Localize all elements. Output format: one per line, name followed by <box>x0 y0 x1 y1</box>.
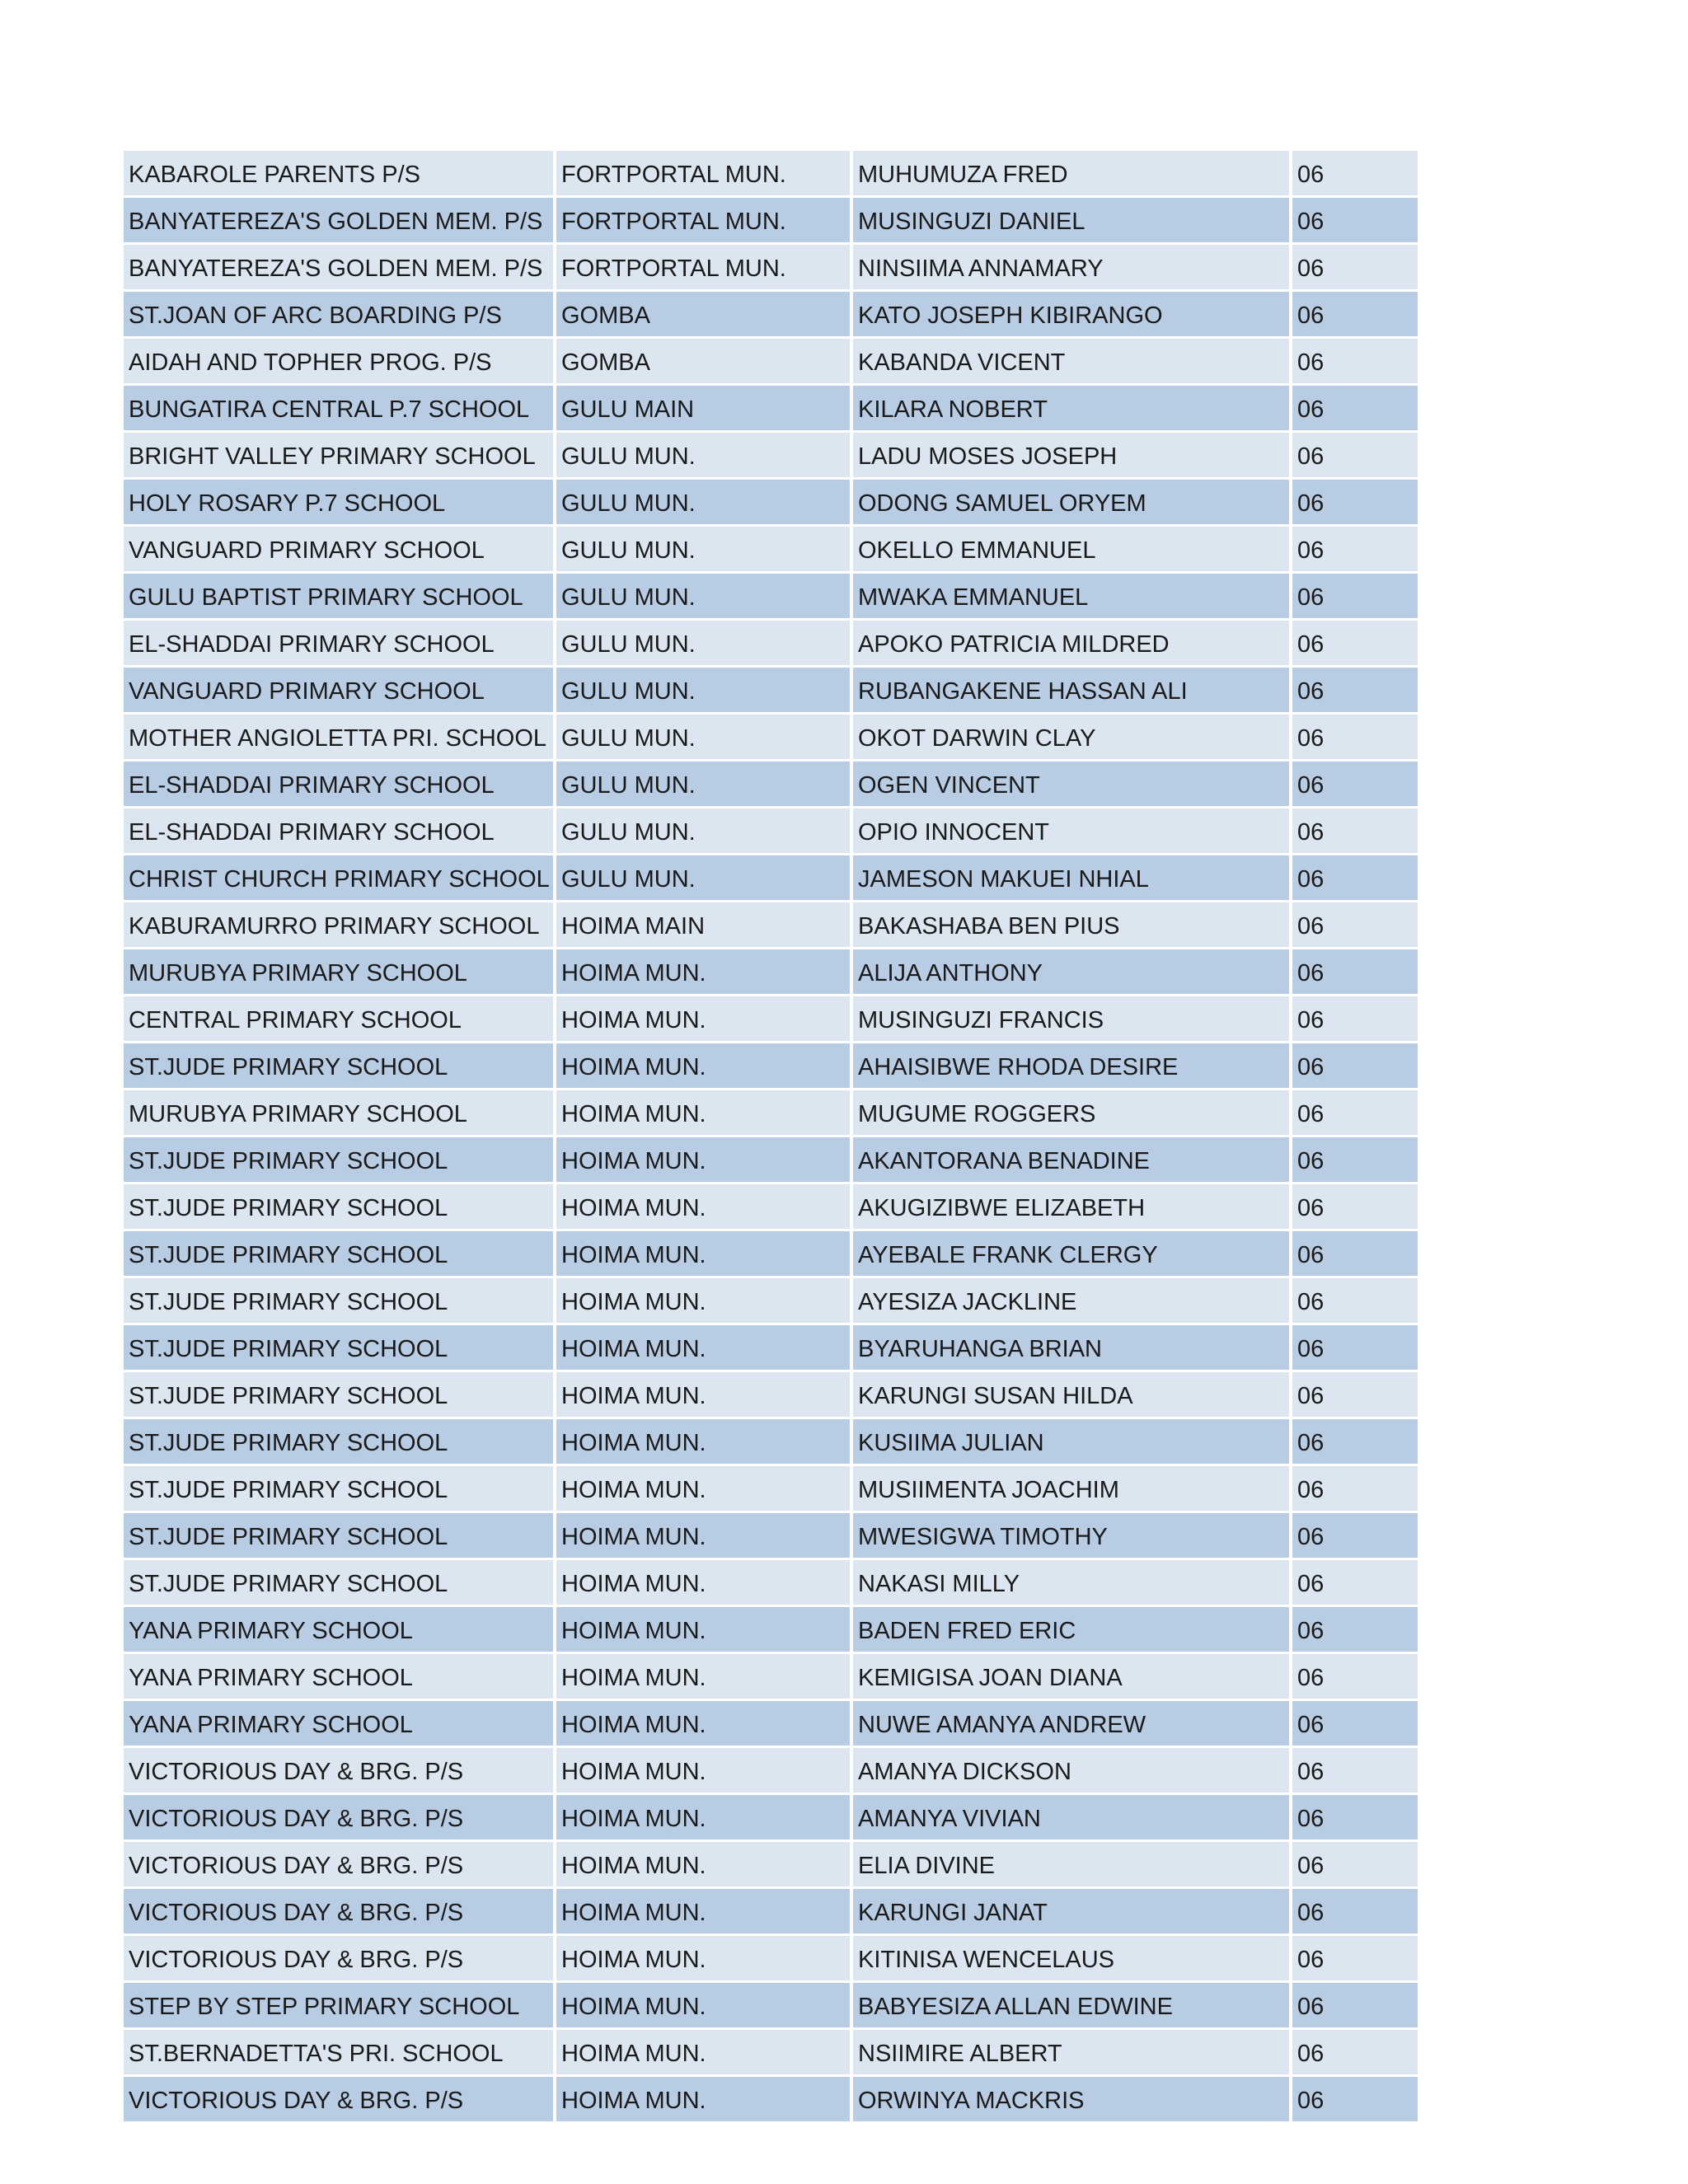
code-cell: 06 <box>1292 1842 1418 1889</box>
code-cell: 06 <box>1292 1748 1418 1795</box>
table-body <box>124 151 1418 2124</box>
code-cell: 06 <box>1292 621 1418 668</box>
table-row <box>124 1654 1418 1701</box>
district-cell: HOIMA MUN. <box>556 1748 853 1795</box>
district-cell: HOIMA MUN. <box>556 1372 853 1419</box>
candidate-name-cell: AMANYA VIVIAN <box>853 1795 1292 1842</box>
school-cell: VICTORIOUS DAY & BRG. P/S <box>124 1795 556 1842</box>
candidate-name-cell: NINSIIMA ANNAMARY <box>853 245 1292 292</box>
candidate-name-cell: BABYESIZA ALLAN EDWINE <box>853 1983 1292 2030</box>
school-cell: ST.BERNADETTA'S PRI. SCHOOL <box>124 2030 556 2077</box>
code-cell: 06 <box>1292 1090 1418 1137</box>
code-cell: 06 <box>1292 1372 1418 1419</box>
code-cell: 06 <box>1292 1936 1418 1983</box>
school-cell: YANA PRIMARY SCHOOL <box>124 1654 556 1701</box>
code-cell: 06 <box>1292 1513 1418 1560</box>
table-row <box>124 949 1418 996</box>
candidate-name-cell: ORWINYA MACKRIS <box>853 2077 1292 2124</box>
code-cell: 06 <box>1292 339 1418 386</box>
table-row <box>124 1701 1418 1748</box>
district-cell: GULU MUN. <box>556 574 853 621</box>
school-cell: BANYATEREZA'S GOLDEN MEM. P/S <box>124 198 556 245</box>
code-cell: 06 <box>1292 245 1418 292</box>
code-cell: 06 <box>1292 996 1418 1043</box>
code-cell: 06 <box>1292 2030 1418 2077</box>
code-cell: 06 <box>1292 808 1418 855</box>
school-cell: ST.JUDE PRIMARY SCHOOL <box>124 1325 556 1372</box>
school-cell: MURUBYA PRIMARY SCHOOL <box>124 1090 556 1137</box>
table-row <box>124 1560 1418 1607</box>
table-row <box>124 1795 1418 1842</box>
table-row <box>124 621 1418 668</box>
district-cell: GULU MUN. <box>556 668 853 715</box>
table-row <box>124 855 1418 902</box>
candidate-name-cell: NSIIMIRE ALBERT <box>853 2030 1292 2077</box>
candidate-name-cell: APOKO PATRICIA MILDRED <box>853 621 1292 668</box>
code-cell: 06 <box>1292 1795 1418 1842</box>
table-row <box>124 339 1418 386</box>
district-cell: GULU MUN. <box>556 433 853 480</box>
district-cell: HOIMA MUN. <box>556 1983 853 2030</box>
table-row <box>124 1043 1418 1090</box>
district-cell: HOIMA MUN. <box>556 1278 853 1325</box>
candidate-name-cell: MWAKA EMMANUEL <box>853 574 1292 621</box>
school-cell: VANGUARD PRIMARY SCHOOL <box>124 668 556 715</box>
district-cell: GULU MUN. <box>556 762 853 808</box>
table-row <box>124 1278 1418 1325</box>
candidate-name-cell: MUSINGUZI FRANCIS <box>853 996 1292 1043</box>
school-cell: BRIGHT VALLEY PRIMARY SCHOOL <box>124 433 556 480</box>
candidate-name-cell: KARUNGI JANAT <box>853 1889 1292 1936</box>
school-cell: ST.JUDE PRIMARY SCHOOL <box>124 1043 556 1090</box>
code-cell: 06 <box>1292 386 1418 433</box>
district-cell: HOIMA MUN. <box>556 1325 853 1372</box>
school-cell: KABAROLE PARENTS P/S <box>124 151 556 198</box>
district-cell: HOIMA MUN. <box>556 1795 853 1842</box>
code-cell: 06 <box>1292 574 1418 621</box>
code-cell: 06 <box>1292 1607 1418 1654</box>
code-cell: 06 <box>1292 1278 1418 1325</box>
code-cell: 06 <box>1292 1137 1418 1184</box>
school-cell: EL-SHADDAI PRIMARY SCHOOL <box>124 808 556 855</box>
table-row <box>124 292 1418 339</box>
candidate-name-cell: JAMESON MAKUEI NHIAL <box>853 855 1292 902</box>
candidate-name-cell: ODONG SAMUEL ORYEM <box>853 480 1292 527</box>
candidate-name-cell: KABANDA VICENT <box>853 339 1292 386</box>
table-row <box>124 2030 1418 2077</box>
candidate-name-cell: LADU MOSES JOSEPH <box>853 433 1292 480</box>
table-row <box>124 762 1418 808</box>
candidate-name-cell: ELIA DIVINE <box>853 1842 1292 1889</box>
district-cell: GOMBA <box>556 339 853 386</box>
school-cell: ST.JUDE PRIMARY SCHOOL <box>124 1419 556 1466</box>
district-cell: HOIMA MUN. <box>556 2077 853 2124</box>
district-cell: HOIMA MUN. <box>556 1889 853 1936</box>
table-row <box>124 151 1418 198</box>
table-row <box>124 1325 1418 1372</box>
table-row <box>124 1513 1418 1560</box>
school-cell: MOTHER ANGIOLETTA PRI. SCHOOL <box>124 715 556 762</box>
district-cell: FORTPORTAL MUN. <box>556 245 853 292</box>
district-cell: GULU MUN. <box>556 715 853 762</box>
table-row <box>124 1748 1418 1795</box>
district-cell: HOIMA MUN. <box>556 1560 853 1607</box>
candidate-name-cell: KILARA NOBERT <box>853 386 1292 433</box>
school-cell: CHRIST CHURCH PRIMARY SCHOOL <box>124 855 556 902</box>
table-row <box>124 1983 1418 2030</box>
code-cell: 06 <box>1292 1325 1418 1372</box>
school-cell: ST.JOAN OF ARC BOARDING P/S <box>124 292 556 339</box>
table-row <box>124 902 1418 949</box>
district-cell: HOIMA MUN. <box>556 1466 853 1513</box>
district-cell: HOIMA MUN. <box>556 1654 853 1701</box>
school-cell: VICTORIOUS DAY & BRG. P/S <box>124 1748 556 1795</box>
school-cell: ST.JUDE PRIMARY SCHOOL <box>124 1184 556 1231</box>
candidate-name-cell: RUBANGAKENE HASSAN ALI <box>853 668 1292 715</box>
candidate-name-cell: BYARUHANGA BRIAN <box>853 1325 1292 1372</box>
table-row <box>124 1607 1418 1654</box>
district-cell: HOIMA MUN. <box>556 1184 853 1231</box>
school-cell: MURUBYA PRIMARY SCHOOL <box>124 949 556 996</box>
candidate-name-cell: OKELLO EMMANUEL <box>853 527 1292 574</box>
code-cell: 06 <box>1292 902 1418 949</box>
district-cell: HOIMA MUN. <box>556 949 853 996</box>
school-cell: VICTORIOUS DAY & BRG. P/S <box>124 1889 556 1936</box>
table-row <box>124 1184 1418 1231</box>
candidate-name-cell: BADEN FRED ERIC <box>853 1607 1292 1654</box>
candidate-name-cell: KITINISA WENCELAUS <box>853 1936 1292 1983</box>
district-cell: HOIMA MUN. <box>556 1701 853 1748</box>
school-cell: YANA PRIMARY SCHOOL <box>124 1607 556 1654</box>
school-cell: BUNGATIRA CENTRAL P.7 SCHOOL <box>124 386 556 433</box>
code-cell: 06 <box>1292 1983 1418 2030</box>
candidate-name-cell: BAKASHABA BEN PIUS <box>853 902 1292 949</box>
school-cell: ST.JUDE PRIMARY SCHOOL <box>124 1560 556 1607</box>
school-cell: YANA PRIMARY SCHOOL <box>124 1701 556 1748</box>
table-row <box>124 245 1418 292</box>
school-cell: ST.JUDE PRIMARY SCHOOL <box>124 1513 556 1560</box>
district-cell: HOIMA MUN. <box>556 1842 853 1889</box>
table-row <box>124 574 1418 621</box>
code-cell: 06 <box>1292 1560 1418 1607</box>
school-cell: VANGUARD PRIMARY SCHOOL <box>124 527 556 574</box>
code-cell: 06 <box>1292 433 1418 480</box>
candidate-name-cell: AKANTORANA BENADINE <box>853 1137 1292 1184</box>
candidate-name-cell: NUWE AMANYA ANDREW <box>853 1701 1292 1748</box>
school-cell: GULU BAPTIST PRIMARY SCHOOL <box>124 574 556 621</box>
code-cell: 06 <box>1292 715 1418 762</box>
school-cell: VICTORIOUS DAY & BRG. P/S <box>124 2077 556 2124</box>
district-cell: GULU MUN. <box>556 621 853 668</box>
school-cell: KABURAMURRO PRIMARY SCHOOL <box>124 902 556 949</box>
school-cell: EL-SHADDAI PRIMARY SCHOOL <box>124 621 556 668</box>
code-cell: 06 <box>1292 1419 1418 1466</box>
table-row <box>124 1090 1418 1137</box>
code-cell: 06 <box>1292 1231 1418 1278</box>
school-cell: ST.JUDE PRIMARY SCHOOL <box>124 1137 556 1184</box>
school-cell: ST.JUDE PRIMARY SCHOOL <box>124 1278 556 1325</box>
candidate-name-cell: MUHUMUZA FRED <box>853 151 1292 198</box>
candidate-name-cell: AYEBALE FRANK CLERGY <box>853 1231 1292 1278</box>
school-cell: BANYATEREZA'S GOLDEN MEM. P/S <box>124 245 556 292</box>
district-cell: GOMBA <box>556 292 853 339</box>
table-row <box>124 480 1418 527</box>
district-cell: GULU MUN. <box>556 527 853 574</box>
district-cell: HOIMA MUN. <box>556 1137 853 1184</box>
candidate-name-cell: NAKASI MILLY <box>853 1560 1292 1607</box>
district-cell: FORTPORTAL MUN. <box>556 151 853 198</box>
candidate-name-cell: OGEN VINCENT <box>853 762 1292 808</box>
code-cell: 06 <box>1292 1701 1418 1748</box>
table-row <box>124 433 1418 480</box>
candidate-name-cell: MUSINGUZI DANIEL <box>853 198 1292 245</box>
district-cell: HOIMA MUN. <box>556 1607 853 1654</box>
candidate-name-cell: AYESIZA JACKLINE <box>853 1278 1292 1325</box>
code-cell: 06 <box>1292 480 1418 527</box>
candidate-name-cell: MWESIGWA TIMOTHY <box>853 1513 1292 1560</box>
district-cell: HOIMA MAIN <box>556 902 853 949</box>
school-cell: CENTRAL PRIMARY SCHOOL <box>124 996 556 1043</box>
district-cell: HOIMA MUN. <box>556 996 853 1043</box>
table-row <box>124 1889 1418 1936</box>
table-row <box>124 1137 1418 1184</box>
school-cell: EL-SHADDAI PRIMARY SCHOOL <box>124 762 556 808</box>
code-cell: 06 <box>1292 2077 1418 2124</box>
code-cell: 06 <box>1292 762 1418 808</box>
district-cell: HOIMA MUN. <box>556 1090 853 1137</box>
district-cell: HOIMA MUN. <box>556 1419 853 1466</box>
candidate-name-cell: AMANYA DICKSON <box>853 1748 1292 1795</box>
code-cell: 06 <box>1292 198 1418 245</box>
table-row <box>124 1231 1418 1278</box>
school-cell: HOLY ROSARY P.7 SCHOOL <box>124 480 556 527</box>
code-cell: 06 <box>1292 668 1418 715</box>
district-cell: HOIMA MUN. <box>556 1043 853 1090</box>
school-cell: ST.JUDE PRIMARY SCHOOL <box>124 1372 556 1419</box>
candidate-name-cell: MUGUME ROGGERS <box>853 1090 1292 1137</box>
school-cell: VICTORIOUS DAY & BRG. P/S <box>124 1936 556 1983</box>
code-cell: 06 <box>1292 855 1418 902</box>
district-cell: HOIMA MUN. <box>556 2030 853 2077</box>
candidate-name-cell: KUSIIMA JULIAN <box>853 1419 1292 1466</box>
candidate-name-cell: OKOT DARWIN CLAY <box>853 715 1292 762</box>
district-cell: GULU MUN. <box>556 808 853 855</box>
table-row <box>124 1466 1418 1513</box>
code-cell: 06 <box>1292 527 1418 574</box>
candidate-name-cell: ALIJA ANTHONY <box>853 949 1292 996</box>
district-cell: GULU MUN. <box>556 480 853 527</box>
school-cell: ST.JUDE PRIMARY SCHOOL <box>124 1466 556 1513</box>
school-cell: AIDAH AND TOPHER PROG. P/S <box>124 339 556 386</box>
school-cell: ST.JUDE PRIMARY SCHOOL <box>124 1231 556 1278</box>
candidate-name-cell: KEMIGISA JOAN DIANA <box>853 1654 1292 1701</box>
candidate-name-cell: KATO JOSEPH KIBIRANGO <box>853 292 1292 339</box>
table-row <box>124 527 1418 574</box>
district-cell: GULU MUN. <box>556 855 853 902</box>
code-cell: 06 <box>1292 1466 1418 1513</box>
table-row <box>124 808 1418 855</box>
table-row <box>124 386 1418 433</box>
code-cell: 06 <box>1292 1654 1418 1701</box>
code-cell: 06 <box>1292 949 1418 996</box>
code-cell: 06 <box>1292 1043 1418 1090</box>
candidate-name-cell: KARUNGI SUSAN HILDA <box>853 1372 1292 1419</box>
table-row <box>124 996 1418 1043</box>
table-row <box>124 1842 1418 1889</box>
district-cell: HOIMA MUN. <box>556 1231 853 1278</box>
code-cell: 06 <box>1292 1184 1418 1231</box>
district-cell: HOIMA MUN. <box>556 1936 853 1983</box>
school-cell: STEP BY STEP PRIMARY SCHOOL <box>124 1983 556 2030</box>
table-row <box>124 2077 1418 2124</box>
table-row <box>124 1936 1418 1983</box>
table-row <box>124 668 1418 715</box>
table-row <box>124 1419 1418 1466</box>
candidate-name-cell: OPIO INNOCENT <box>853 808 1292 855</box>
candidate-name-cell: AKUGIZIBWE ELIZABETH <box>853 1184 1292 1231</box>
candidate-name-cell: AHAISIBWE RHODA DESIRE <box>853 1043 1292 1090</box>
district-cell: HOIMA MUN. <box>556 1513 853 1560</box>
table-row <box>124 715 1418 762</box>
school-cell: VICTORIOUS DAY & BRG. P/S <box>124 1842 556 1889</box>
table-row <box>124 1372 1418 1419</box>
table-row <box>124 198 1418 245</box>
results-table <box>124 151 1418 2124</box>
district-cell: FORTPORTAL MUN. <box>556 198 853 245</box>
district-cell: GULU MAIN <box>556 386 853 433</box>
code-cell: 06 <box>1292 1889 1418 1936</box>
code-cell: 06 <box>1292 292 1418 339</box>
code-cell: 06 <box>1292 151 1418 198</box>
candidate-name-cell: MUSIIMENTA JOACHIM <box>853 1466 1292 1513</box>
